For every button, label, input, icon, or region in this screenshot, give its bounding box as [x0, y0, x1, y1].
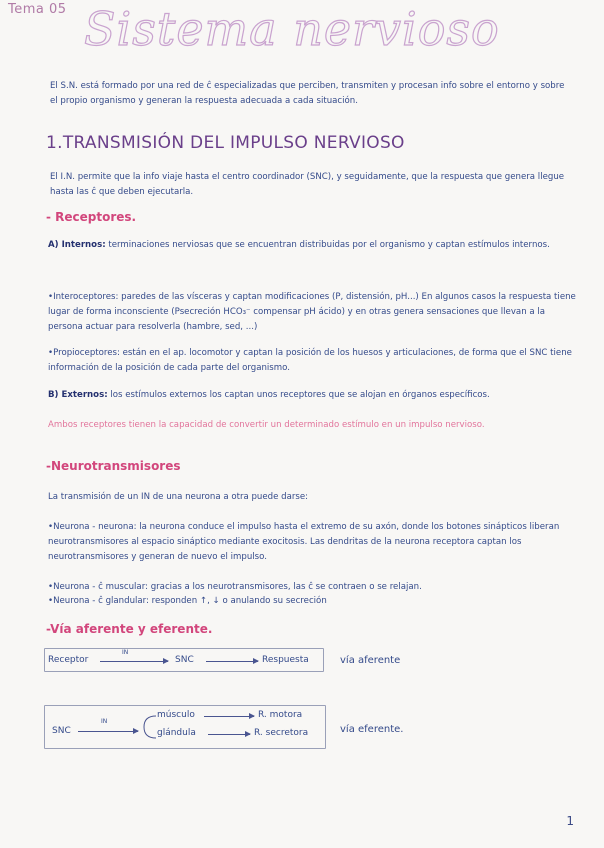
eferente-result-secretora: R. secretora [254, 728, 309, 738]
eferente-result-motora: R. motora [258, 710, 303, 720]
page-number: 1 [566, 814, 574, 828]
receptores-note: Ambos receptores tienen la capacidad de convertir un determinado estímulo en un impulso nervioso. [48, 420, 485, 430]
intro-paragraph: El S.N. está formado por una red de ĉ especializadas que perciben, transmiten y procesan info sobre el entorno y sobre el propio organismo y generan la respuesta adecuada a cada situación. [50, 81, 565, 106]
section1-text: El I.N. permite que la info viaje hasta el centro coordinador (SNC), y seguidamente, que la respuesta que genera llegue hasta las ĉ que deben ejecutarla. [50, 172, 565, 197]
aferente-to: Respuesta [262, 655, 309, 665]
aferente-arrow-2 [206, 661, 258, 662]
eferente-from: SNC [52, 726, 71, 736]
eferente-branch-glandula: glándula [157, 728, 196, 738]
eferente-branch-musculo: músculo [157, 710, 195, 720]
neuro-intro: La transmisión de un IN de una neurona a otra puede darse: [48, 492, 309, 502]
aferente-arrow-label: IN [122, 649, 129, 656]
page-title: Sistema nervioso [84, 2, 500, 56]
aferente-mid: SNC [175, 655, 194, 665]
eferente-arrow-label: IN [101, 718, 108, 725]
interoceptores-paragraph: •Interoceptores: paredes de las vísceras y captan modificaciones (P, distensión, pH...) En algunos casos la respuesta tiene lugar de forma inconsciente (Psecreción HCO₃⁻ compensar pH ácido) y en otras genera sensaciones que llevan a la persona actuar para resolverla (hambre, sed, ...) [48, 292, 576, 332]
internos-label: A) Internos: [48, 240, 106, 250]
internos-paragraph [48, 238, 573, 253]
eferente-arrow-main [78, 731, 138, 732]
internos-text: terminaciones nerviosas que se encuentran distribuidas por el organismo y captan estímulos internos. [108, 240, 550, 250]
neuro-item-muscular: •Neurona - ĉ muscular: gracias a los neurotransmisores, las ĉ se contraen o se relajan. [48, 582, 422, 592]
externos-text: los estímulos externos los captan unos receptores que se alojan en órganos específicos. [110, 390, 490, 400]
externos-label: B) Externos: [48, 390, 108, 400]
neuro-item-neurona: •Neurona - neurona: la neurona conduce el impulso hasta el extremo de su axón, donde los botones sinápticos liberan neurotransmisores al espacio sináptico mediante exocitosis. Las dendritas de la neurona receptora captan los neurotransmisores y generan de nuevo el impulso. [48, 522, 560, 562]
aferente-from: Receptor [48, 655, 89, 665]
neurotransmisores-heading: -Neurotransmisores [46, 459, 181, 473]
receptores-heading: - Receptores. [46, 210, 137, 224]
eferente-arrow-motora [204, 716, 254, 717]
eferente-label: vía eferente. [340, 724, 404, 735]
aferente-label: vía aferente [340, 655, 401, 666]
propioceptores-paragraph: •Propioceptores: están en el ap. locomotor y captan la posición de los huesos y articulaciones, de forma que el SNC tiene información de la posición de cada parte del organismo. [48, 348, 572, 373]
section1-heading: 1.TRANSMISIÓN DEL IMPULSO NERVIOSO [46, 133, 405, 153]
tema-label: Tema 05 [8, 2, 67, 17]
neuro-item-glandular: •Neurona - ĉ glandular: responden ↑, ↓ o anulando su secreción [48, 596, 327, 606]
aferente-arrow-1 [100, 661, 168, 662]
externos-paragraph [48, 388, 576, 403]
eferente-arrow-secretora [208, 734, 250, 735]
via-heading: -Vía aferente y eferente. [46, 622, 213, 636]
